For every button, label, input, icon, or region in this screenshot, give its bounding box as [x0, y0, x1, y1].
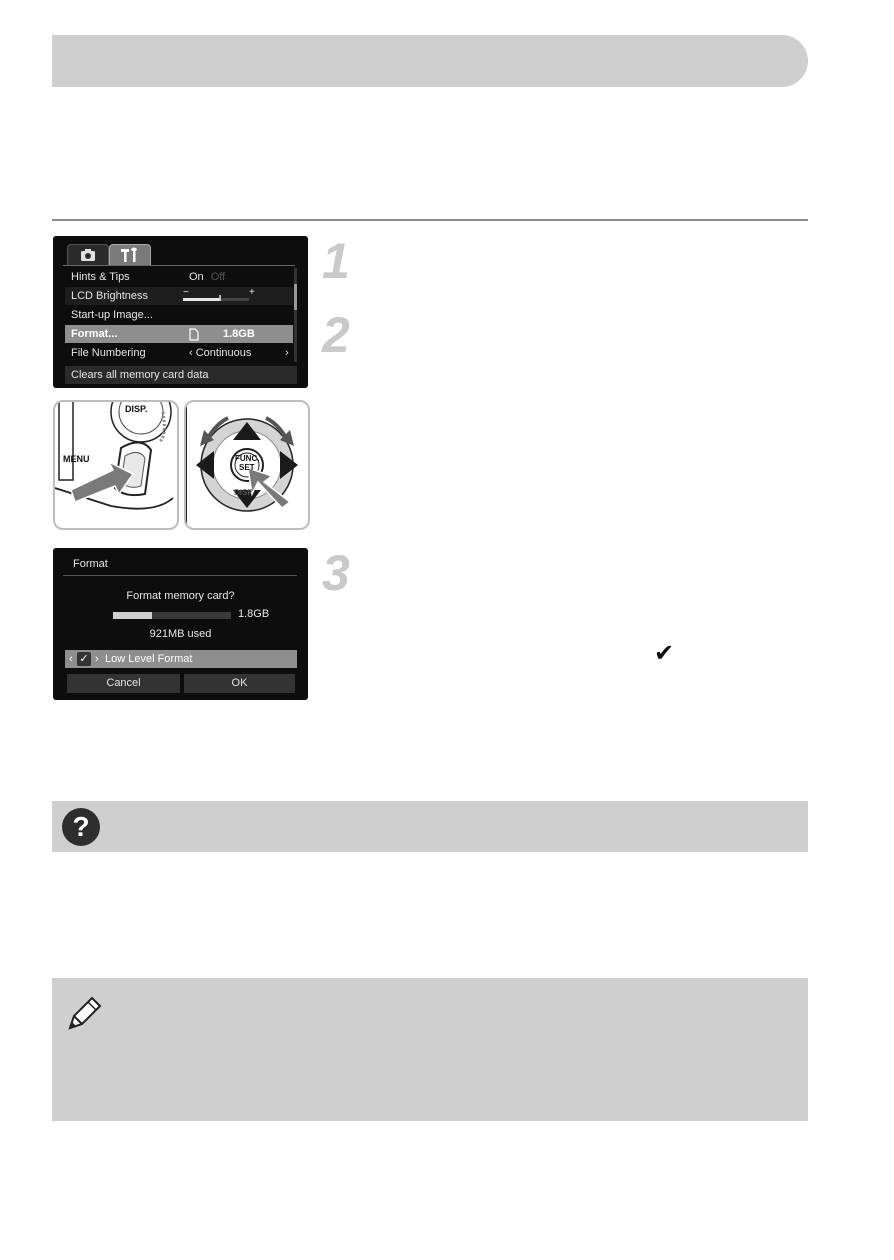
hints-off-value: Off [210, 271, 226, 283]
brightness-minus: − [183, 287, 189, 298]
brightness-slider[interactable] [183, 295, 255, 303]
right-arrow-icon: › [95, 653, 99, 665]
option-label: Low Level Format [105, 653, 193, 665]
step-number-1: 1 [322, 233, 350, 289]
menu-row-label: Start-up Image... [71, 309, 153, 321]
menu-scrollbar[interactable] [294, 268, 297, 362]
page-header-bar [52, 35, 808, 87]
right-arrow-icon: › [285, 347, 289, 359]
checkmark-icon: ✓ [79, 653, 89, 665]
card-capacity: 1.8GB [223, 328, 255, 340]
set-label: SET [239, 463, 255, 472]
menu-row-value [189, 268, 225, 286]
dial-disp-label: DISP. [234, 488, 254, 497]
pencil-icon [62, 992, 102, 1036]
card-capacity: 1.8GB [238, 608, 270, 620]
setup-tab[interactable] [109, 244, 151, 265]
menu-row-lcd-brightness[interactable] [65, 287, 293, 305]
step-number-3: 3 [322, 545, 350, 601]
ok-button[interactable]: OK [184, 674, 295, 693]
tab-underline [63, 265, 295, 266]
dialog-title-rule [63, 575, 297, 576]
checkmark-icon: ✔ [654, 640, 675, 667]
camera-back-drawing [55, 402, 177, 528]
wrench-hammer-icon [110, 245, 150, 265]
menu-button-label: MENU [63, 454, 90, 464]
left-arrow-icon: ‹ [69, 653, 73, 665]
format-question: Format memory card? [126, 590, 235, 602]
menu-row-value: ‹ Continuous [189, 347, 252, 359]
menu-row-label: File Numbering [71, 347, 146, 359]
format-dialog-screen [53, 548, 308, 700]
help-section-bar [52, 801, 808, 852]
check-box[interactable] [77, 652, 91, 666]
memory-card-icon [189, 328, 199, 341]
menu-row-startup-image[interactable] [65, 306, 293, 324]
camera-setup-menu-screen [53, 236, 308, 388]
menu-row-hints-tips[interactable] [65, 268, 293, 286]
menu-description-bar [65, 366, 297, 384]
dialog-title: Format [73, 558, 108, 570]
step-number-2: 2 [322, 307, 350, 363]
menu-button-illustration [53, 400, 179, 530]
camera-icon [68, 245, 108, 265]
hints-on-value: On [189, 271, 204, 283]
menu-row-format[interactable] [65, 325, 293, 343]
menu-row-label: Format... [71, 328, 118, 340]
menu-description: Clears all memory card data [71, 369, 209, 381]
used-space: 921MB used [149, 628, 212, 640]
brightness-plus: + [249, 287, 255, 298]
func-label: FUNC. [235, 454, 260, 463]
low-level-format-option[interactable] [65, 650, 297, 668]
control-dial-illustration [184, 400, 310, 530]
capacity-bar-fill [113, 612, 152, 619]
menu-row-label: Hints & Tips [71, 271, 130, 283]
note-box [52, 978, 808, 1121]
question-mark-icon: ? [62, 808, 100, 846]
disp-label: DISP. [125, 404, 148, 414]
camera-tab[interactable] [67, 244, 109, 265]
menu-scrollbar-thumb[interactable] [294, 284, 297, 310]
menu-row-file-numbering[interactable] [65, 344, 293, 362]
section-divider [52, 219, 808, 221]
cancel-button[interactable]: Cancel [67, 674, 180, 693]
menu-row-label: LCD Brightness [71, 290, 149, 302]
